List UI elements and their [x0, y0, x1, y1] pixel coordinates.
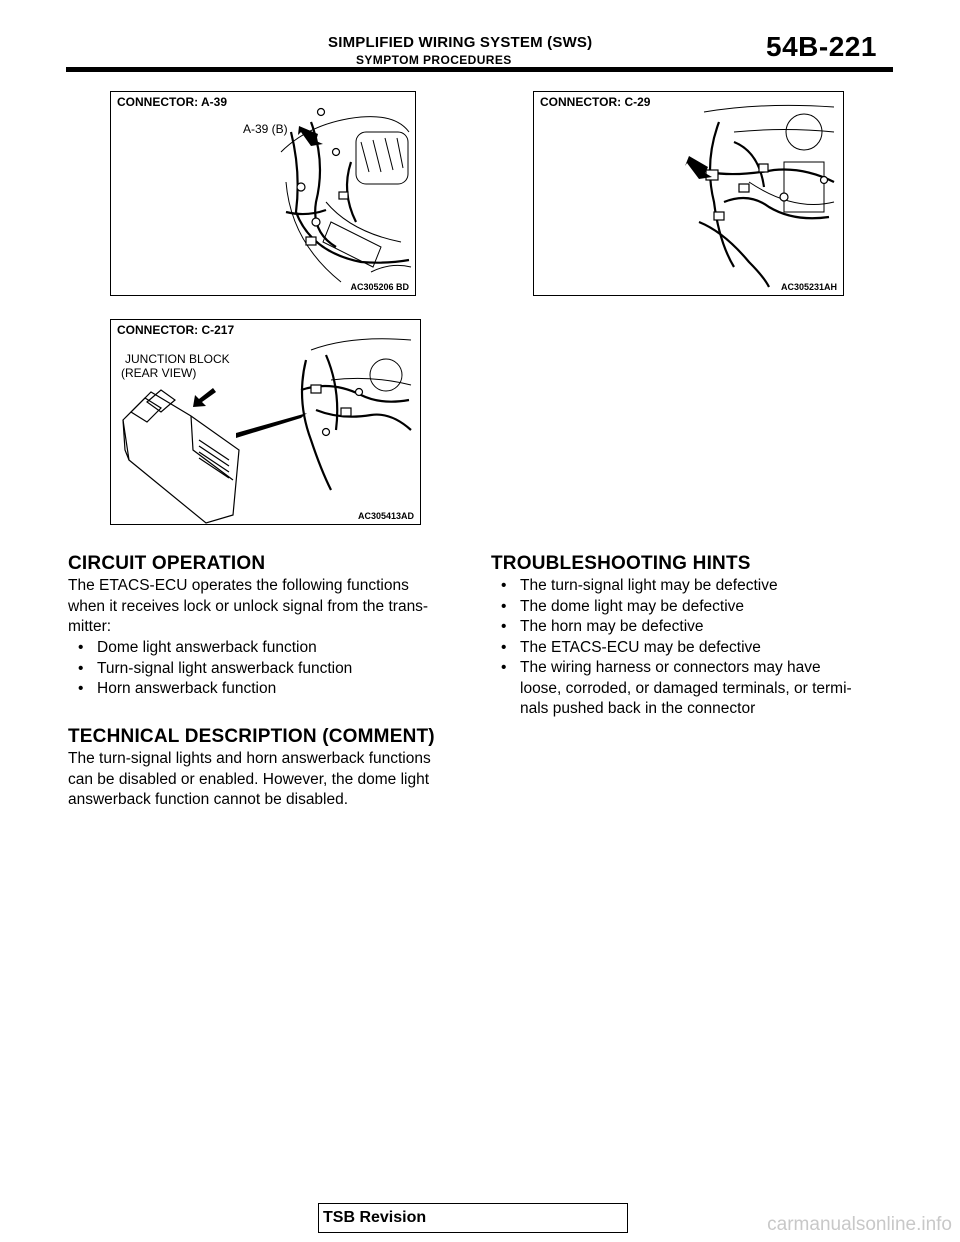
bullet-icon: •: [78, 659, 84, 677]
junction-block-illustration: [111, 320, 420, 524]
bullet-icon: •: [501, 638, 507, 656]
figure-code: AC305413AD: [357, 511, 414, 521]
troubleshooting-hints-list: [495, 576, 852, 720]
circuit-operation-heading: CIRCUIT OPERATION: [68, 553, 266, 574]
page-number: 54B-221: [766, 31, 877, 62]
text-line: can be disabled or enabled. However, the dome light: [68, 770, 430, 788]
list-item: • The horn may be defective: [495, 617, 852, 638]
bullet-icon: •: [501, 597, 507, 615]
text-line: The turn-signal lights and horn answerback functions: [68, 750, 431, 767]
section-subtitle: SYMPTOM PROCEDURES: [356, 53, 512, 67]
list-item: • Dome light answerback function: [72, 638, 352, 659]
list-item: • Horn answerback function: [72, 679, 352, 700]
bullet-icon: •: [501, 659, 507, 676]
callout-line: JUNCTION BLOCK: [125, 352, 230, 366]
text-line: when it receives lock or unlock signal from the trans-: [68, 597, 429, 615]
figure-title: CONNECTOR: C-217: [117, 323, 235, 337]
circuit-operation-list: [72, 638, 352, 700]
figure-callout: [121, 352, 230, 380]
text-line: answerback function cannot be disabled.: [68, 791, 349, 808]
circuit-operation-paragraph: [68, 576, 428, 638]
list-item: • The ETACS-ECU may be defective: [495, 638, 852, 659]
technical-description-paragraph: [68, 749, 431, 811]
text-line: nals pushed back in the connector: [520, 700, 756, 717]
watermark: carmanualsonline.info: [767, 1214, 952, 1235]
text-line: loose, corroded, or damaged terminals, or termi-: [520, 679, 852, 697]
tsb-revision-label: TSB Revision: [323, 1209, 427, 1226]
figure-connector-c217: [110, 319, 421, 525]
text-line: The wiring harness or connectors may have: [520, 659, 821, 676]
figure-connector-a39: [110, 91, 416, 296]
technical-description-heading: TECHNICAL DESCRIPTION (COMMENT): [68, 726, 435, 747]
figure-callout: A-39 (B): [243, 122, 288, 136]
bullet-icon: •: [501, 618, 507, 635]
list-item: • The turn-signal light may be defective: [495, 576, 852, 597]
figure-title: CONNECTOR: A-39: [117, 95, 228, 109]
header-rule: [66, 67, 893, 72]
bullet-icon: •: [501, 577, 507, 594]
list-item: • The dome light may be defective: [495, 597, 852, 618]
figure-connector-c29: [533, 91, 844, 296]
bullet-icon: •: [78, 639, 84, 656]
list-item: • Turn-signal light answerback function: [72, 659, 352, 680]
section-title: SIMPLIFIED WIRING SYSTEM (SWS): [328, 34, 593, 51]
text-line: The ETACS-ECU operates the following functions: [68, 577, 409, 594]
bullet-icon: •: [78, 680, 84, 697]
callout-line: (REAR VIEW): [121, 366, 197, 380]
figure-title: CONNECTOR: C-29: [540, 95, 651, 109]
troubleshooting-hints-heading: TROUBLESHOOTING HINTS: [491, 553, 751, 574]
list-item: [495, 658, 852, 720]
text-line: mitter:: [68, 618, 112, 635]
dashboard-harness-illustration: [534, 92, 843, 295]
figure-code: AC305206 BD: [350, 282, 409, 292]
figure-code: AC305231AH: [780, 282, 837, 292]
tsb-revision-box: [318, 1203, 628, 1233]
